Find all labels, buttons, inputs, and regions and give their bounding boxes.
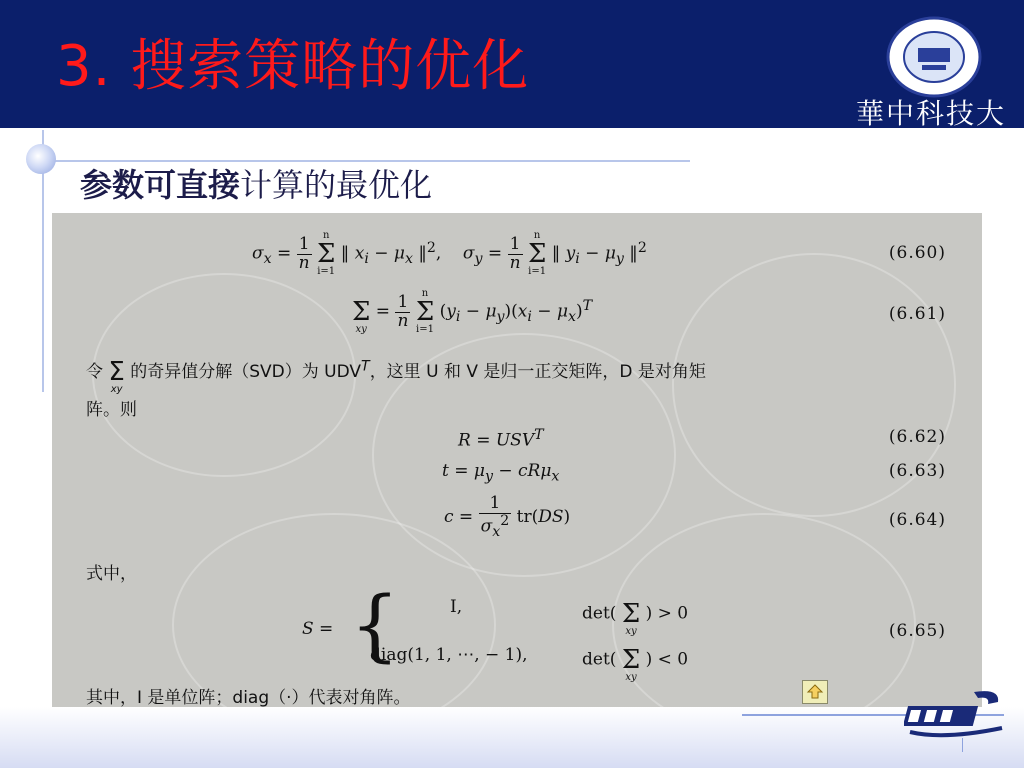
scroll-up-icon [803,681,827,703]
equation-number: (6.62) [888,427,946,447]
subtitle-rest: 计算的最优化 [240,166,433,204]
equation-6-63: $t = \mu_y - cR\mu_x$ [442,461,560,485]
case-1-value: I, [450,597,463,617]
slide-title: 3. 搜索策略的优化 [56,34,530,99]
svd-text-c: ，这里 U 和 V 是归一正交矩阵，D 是对角矩 [369,362,706,382]
hust-logo-icon [904,684,1008,744]
subtitle-bold: 参数可直接 [80,166,241,204]
footer-band [0,707,1024,768]
equation-number: (6.64) [888,510,946,530]
slide-subtitle [80,160,432,206]
scanned-formula-image [52,213,982,707]
equation-brace: { [350,581,400,671]
eq-662-text: R = USV [458,430,535,451]
svd-text-a: 令 [86,362,103,382]
equation-number: (6.61) [888,304,946,324]
scroll-up-button[interactable] [802,680,828,704]
svd-text-b: 的奇异值分解（SVD）为 UDV [130,362,362,382]
eq-663-text: t = μ [442,461,485,481]
where-label: 式中， [86,564,137,584]
equation-6-62: $R = USV^T$ [458,427,544,451]
case-2-value: diag(1, 1, ⋯, − 1), [370,645,528,665]
university-name: 華中科技大學 [856,97,1007,170]
case-1-condition: det( Σ xy ) > 0 [582,599,689,637]
slide-header [0,0,1024,170]
equation-6-64: c = $\frac{1}{\sigma_x^2}$ tr(DS) [444,493,571,540]
footnote-text: 其中，I 是单位阵；diag（·）代表对角阵。 [86,688,411,707]
equation-number: (6.60) [888,243,946,263]
sigma-xy-symbol: Σ xy [108,357,125,395]
svd-paragraph: 令 Σ xy 的奇异值分解（SVD）为 $UDV^T$，这里 U 和 V 是归一正交矩阵，D 是对角矩 [86,349,706,395]
equation-6-61: Σ xy = $\frac{1}{n}$ n Σ i=1 $(y_i - \mu_y)(x_i - \mu_x)^T$ [352,288,593,335]
case-2-condition: det( Σ xy ) < 0 [582,645,689,683]
decorative-orb [26,144,56,174]
equation-6-60: $\sigma_x$ = $\frac{1}{n}$ n Σ i=1 ‖ $x_i - \mu_x$ ‖$^2$, $\sigma_y$ = $\frac{1}{n}$ n Σ i=1 ‖ $y_i - \mu_y$ ‖$^2$ [252,230,647,277]
equation-number: (6.63) [888,461,946,481]
equation-number: (6.65) [888,621,946,641]
svd-text-d: 阵。则 [86,400,137,420]
university-seal-icon [886,16,982,98]
equation-6-65-lhs: S = [302,619,334,639]
